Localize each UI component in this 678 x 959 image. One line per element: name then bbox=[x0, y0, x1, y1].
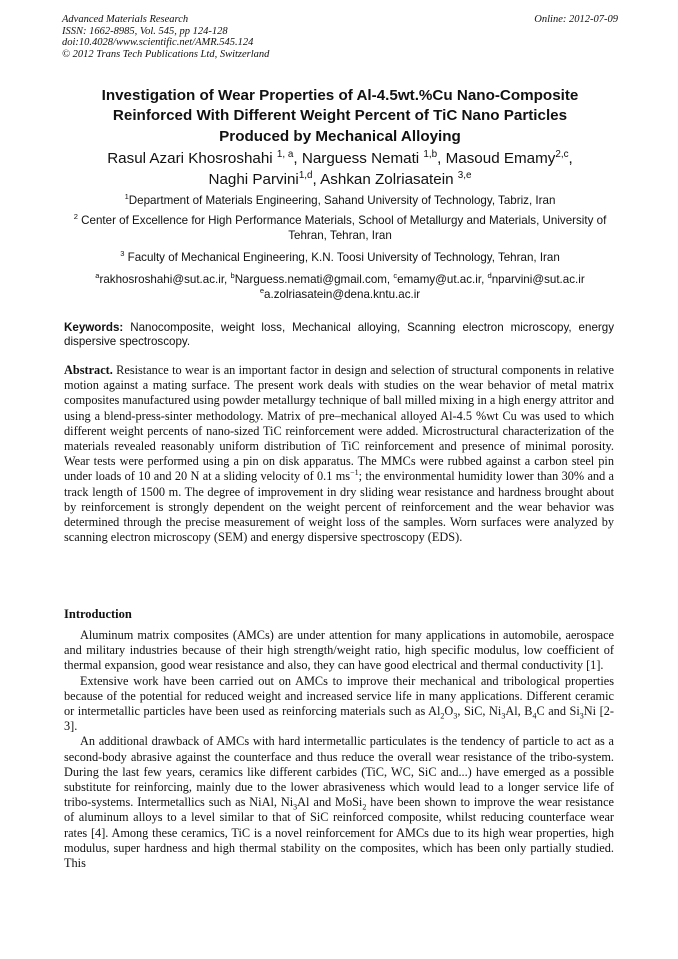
author-affiliation-mark: 3,e bbox=[457, 169, 472, 181]
author-name: Masoud Emamy bbox=[445, 150, 556, 167]
paragraph-text: , SiC, Ni bbox=[457, 704, 502, 719]
email-link[interactable]: a.zolriasatein@dena.kntu.ac.ir bbox=[264, 288, 421, 301]
paragraph bbox=[64, 734, 614, 871]
author-list bbox=[70, 148, 610, 190]
author-affiliation-mark: 1, a bbox=[276, 148, 294, 160]
subscript: 2 bbox=[440, 711, 445, 721]
affiliation-2 bbox=[68, 213, 612, 243]
title-line-3: Produced by Mechanical Alloying bbox=[219, 127, 461, 145]
authors-line-2: Naghi Parvini$^{1,d}$, Ashkan Zolriasatein $^{3,e}$ bbox=[208, 169, 472, 188]
author-name: Naghi Parvini bbox=[208, 171, 299, 188]
email-mark: a bbox=[95, 271, 100, 281]
affiliation-text: Faculty of Mechanical Engineering, K.N. Toosi University of Technology, Tehran, Iran bbox=[124, 251, 560, 264]
affiliation-3 bbox=[68, 250, 612, 265]
email-mark: d bbox=[487, 271, 492, 281]
paragraph-text: An additional drawback of AMCs with hard intermetallic particulates is the tendency of particle to act as a second-body abrasive against the counterface and thus reduce the overall wear resistance of the tribo-system. During the last few years, ceramics like different carbides (TiC, WC, SiC and...) have emerged as a possible substitute for reinforcing, mainly due to the lower abrasiveness which would lead to a longer service life of tribo-systems. Intermetallics such as NiAl, Ni bbox=[64, 734, 614, 810]
subscript: 4 bbox=[532, 711, 537, 721]
author-name: Ashkan Zolriasatein bbox=[320, 171, 454, 188]
subscript: 3 bbox=[501, 711, 506, 721]
paragraph-text: Al, B bbox=[505, 704, 533, 719]
email-link[interactable]: emamy@ut.ac.ir, bbox=[397, 273, 488, 286]
unit-exponent: −1 bbox=[350, 468, 359, 478]
paragraph-text: Extensive work have been carried out on AMCs to improve their mechanical and tribological properties because of the potential for reduced weight and increased service life in many applications. Different ceramic or intermetallic particles have been used as reinforcing materials such as Al bbox=[64, 673, 614, 719]
affiliation-number: 1 bbox=[124, 192, 129, 202]
paper-title bbox=[70, 86, 610, 147]
paragraph: Aluminum matrix composites (AMCs) are under attention for many applications in automobile, aerospace and military industries because of their high strength/weight ratio, high specific modulus, low coefficient of thermal expansion, good wear resistance and also, they can have good electrical and thermal conductivity [1]. bbox=[64, 628, 614, 673]
affiliation-text: Department of Materials Engineering, Sahand University of Technology, Tabriz, Iran bbox=[128, 194, 556, 207]
author-emails bbox=[68, 272, 612, 302]
email-mark: c bbox=[393, 271, 398, 281]
authors-line-1: Rasul Azari Khosroshahi $^{1, a}$, Narguess Nemati $^{1,b}$, Masoud Emamy$^{2,c}$, bbox=[107, 148, 573, 167]
subscript: 2 bbox=[362, 802, 367, 812]
paragraph-text: C and Si bbox=[536, 704, 580, 719]
author-affiliation-mark: 2,c bbox=[555, 148, 569, 160]
author-affiliation-mark: 1,d bbox=[298, 169, 313, 181]
emails-line-1 bbox=[68, 272, 612, 287]
subscript: 3 bbox=[579, 711, 584, 721]
doi-line: doi:10.4028/www.scientific.net/AMR.545.124 bbox=[62, 37, 254, 49]
introduction-heading: Introduction bbox=[64, 607, 132, 621]
email-link[interactable]: rakhosroshahi@sut.ac.ir, bbox=[99, 273, 231, 286]
affiliation-text: Center of Excellence for High Performance Materials, School of Metallurgy and Materials, University of Tehran, Tehran, Iran bbox=[77, 214, 607, 242]
email-mark: e bbox=[259, 286, 265, 296]
subscript: 3 bbox=[453, 711, 458, 721]
subscript: 3 bbox=[293, 802, 298, 812]
email-mark: b bbox=[230, 271, 235, 281]
author-affiliation-mark: 1,b bbox=[423, 148, 438, 160]
affiliation-number: 3 bbox=[120, 249, 125, 259]
paragraph-text: Ni [2-3]. bbox=[64, 704, 614, 734]
title-line-1: Investigation of Wear Properties of Al-4.5wt.%Cu Nano-Composite bbox=[101, 87, 579, 104]
journal-name: Advanced Materials Research bbox=[62, 14, 189, 25]
emails-line-2 bbox=[68, 287, 612, 302]
email-link[interactable]: nparvini@sut.ac.ir bbox=[491, 273, 585, 286]
affiliation-number: 2 bbox=[73, 212, 78, 222]
title-line-2: Reinforced With Different Weight Percent of TiC Nano Particles bbox=[112, 107, 568, 125]
keywords bbox=[64, 321, 614, 349]
paragraph-text: have been shown to improve the wear resistance of aluminum alloys to a level similar to that of SiC reinforced composite, whilst reducing counterface wear rates [4]. Among these ceramics, TiC is a novel reinforcement for AMCs due to its high wear properties, high modulus, super hardness and high thermal stability on the composites, which has been only partially studied. This bbox=[64, 795, 614, 871]
journal-header bbox=[62, 14, 618, 60]
abstract-label: Abstract. bbox=[64, 363, 113, 377]
copyright-line: © 2012 Trans Tech Publications Ltd, Switzerland bbox=[62, 48, 270, 60]
abstract-text: Resistance to wear is an important factor in design and selection of structural components in relative motion against a mating surface. The present work deals with studies on the wear behavior of metal matrix composites manufactured using powder metallurgy technique of ball milled mixing in a high energy attritor and using a blend-press-sinter methodology. Matrix of pre–mechanical alloyed Al-4.5 %wt Cu was used to which different weight percents of nano-sized TiC reinforcement were added. Microstructural characterization of the materials revealed reasonably uniform distribution of TiC reinforcement and presence of minimal porosity. Wear tests were performed using a pin on disk apparatus. The MMCs were rubbed against a carbon steel pin under loads of 10 and 20 N at a sliding velocity of 0.1 ms bbox=[64, 363, 614, 484]
online-date: Online: 2012-07-09 bbox=[534, 14, 618, 25]
paragraph-text: O bbox=[444, 704, 454, 719]
keywords-label: Keywords: bbox=[64, 321, 124, 334]
author-name: Narguess Nemati bbox=[301, 150, 420, 167]
paragraph bbox=[64, 674, 614, 735]
introduction-body bbox=[64, 628, 614, 871]
keywords-text: Nanocomposite, weight loss, Mechanical alloying, Scanning electron microscopy, energy dispersive spectroscopy. bbox=[64, 321, 614, 348]
author-name: Rasul Azari Khosroshahi bbox=[107, 150, 273, 167]
email-link[interactable]: Narguess.nemati@gmail.com, bbox=[234, 273, 394, 286]
abstract bbox=[64, 363, 614, 545]
affiliation-1 bbox=[68, 193, 612, 208]
abstract-text: ; the environmental humidity lower than 30% and a track length of 1500 m. The degree of improvement in dry sliding wear resistance and hardness brought about by reinforcement is strongly dependent on the weight percent of reinforcement and the wear behavior was determined through the precise measurement of weight loss of the samples. Worn surfaces were analyzed by scanning electron microscopy (SEM) and energy dispersive spectroscopy (EDS). bbox=[64, 469, 615, 545]
issn-line: ISSN: 1662-8985, Vol. 545, pp 124-128 bbox=[62, 25, 228, 37]
paragraph-text: Al and MoSi bbox=[297, 795, 363, 810]
